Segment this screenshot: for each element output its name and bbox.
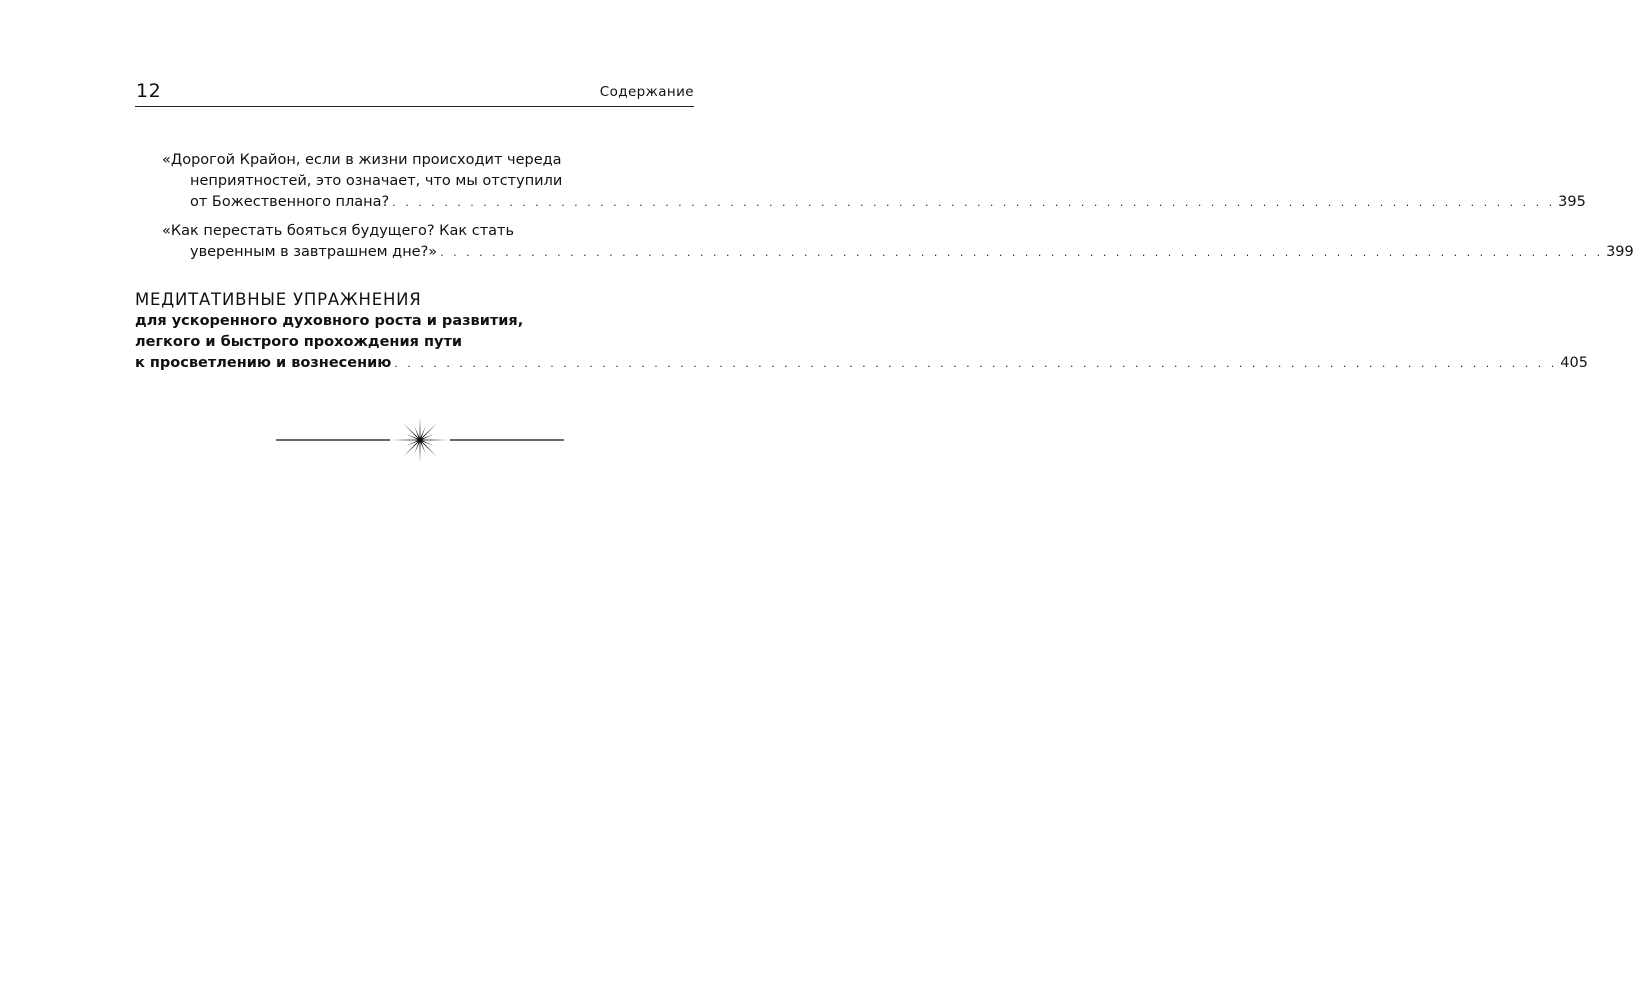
page-number: 12 — [136, 80, 162, 102]
star-icon — [391, 417, 449, 463]
star-ornament-divider — [274, 414, 566, 464]
section-subtitle-line: для ускоренного духовного роста и развития, — [135, 313, 524, 329]
section-subtitle-line: легкого и быстрого прохождения пути — [135, 334, 463, 350]
toc-page-number: 395 — [1558, 194, 1586, 210]
section-subtitle — [135, 311, 1588, 374]
toc-entry — [135, 150, 1586, 213]
toc-page-number: 399 — [1606, 244, 1634, 260]
star-shape — [391, 417, 449, 463]
toc-entry-leader-line — [135, 242, 1634, 263]
toc-entry-line: неприятностей, это означает, что мы отступили — [190, 173, 563, 189]
section-title: МЕДИТАТИВНЫЕ УПРАЖНЕНИЯ — [135, 290, 422, 309]
toc-entry-line: от Божественного плана? — [190, 194, 390, 210]
section-subtitle-line: к просветлению и вознесению — [135, 355, 392, 371]
toc-entry-line: уверенным в завтрашнем дне?» — [190, 244, 438, 260]
toc-entry-leader-line — [135, 192, 1586, 213]
leader-dots: . . . . . . . . . . . . . . . . . . . . . . . . . . . . . . . . . . . . . . . . . . . . . . . . . . . . . . . . . . . . . . . . . . . . . . . . . . . . . . . . . . . . . . . . . . — [440, 246, 1604, 259]
leader-dots: . . . . . . . . . . . . . . . . . . . . . . . . . . . . . . . . . . . . . . . . . . . . . . . . . . . . . . . . . . . . . . . . . . . . . . . . . . . . . . . . . . . . . . . . . . — [392, 196, 1556, 209]
section-page-number: 405 — [1560, 355, 1588, 371]
section-leader-line — [135, 353, 1588, 374]
toc-entry — [135, 221, 1634, 263]
header-rule — [135, 106, 694, 107]
running-header: Содержание — [599, 84, 694, 100]
toc-entry-line: «Дорогой Крайон, если в жизни происходит череда — [162, 152, 562, 168]
toc-entry-line: «Как перестать бояться будущего? Как стать — [162, 223, 515, 239]
leader-dots: . . . . . . . . . . . . . . . . . . . . . . . . . . . . . . . . . . . . . . . . . . . . . . . . . . . . . . . . . . . . . . . . . . . . . . . . . . . . . . . . . . . . . . . . . . — [394, 357, 1558, 370]
